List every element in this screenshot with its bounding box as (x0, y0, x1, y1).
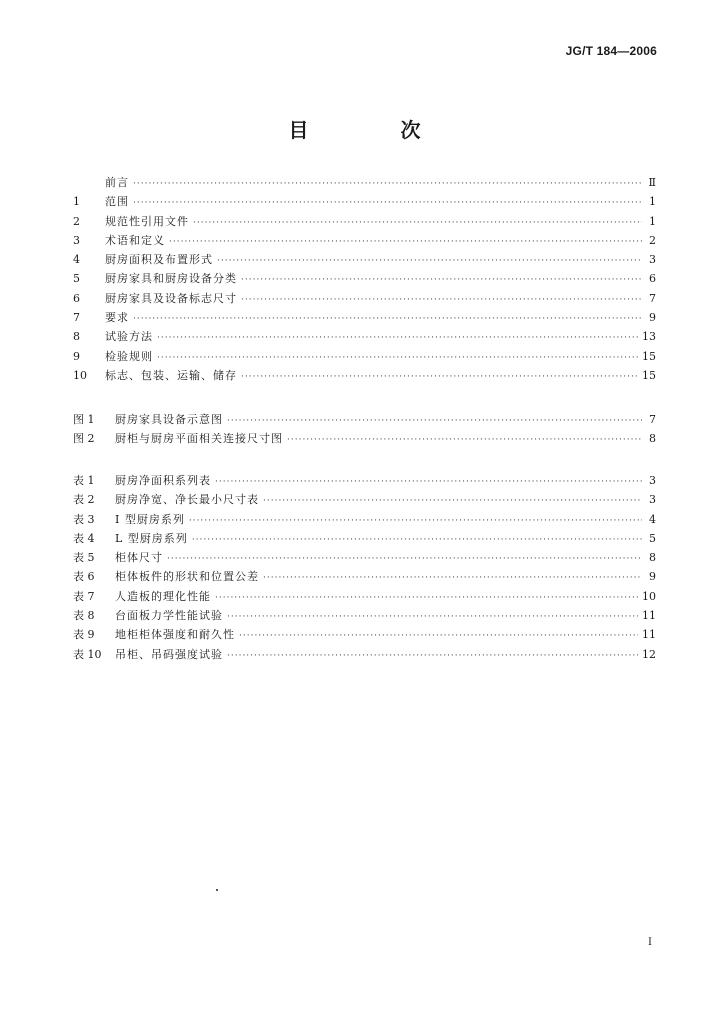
toc-dot-leader (263, 569, 642, 588)
toc-entry-title: 柜体尺寸 (115, 551, 163, 565)
toc-dot-leader (227, 412, 642, 431)
toc-entry-page: 15 (642, 349, 656, 363)
toc-entry-page: 9 (649, 311, 656, 325)
toc-entry-page: 5 (649, 531, 656, 545)
toc-entry-page: 8 (649, 551, 656, 565)
toc-dot-leader (133, 310, 642, 329)
toc-entry-title: 要求 (105, 311, 129, 325)
toc-dot-leader (189, 512, 642, 531)
toc-entry-page: 13 (642, 330, 656, 344)
toc-entry-title: 台面板力学性能试验 (115, 609, 223, 623)
toc-entry-number: 8 (73, 330, 80, 344)
toc-entry-number: 9 (73, 349, 80, 363)
toc-entry-title: 厨房家具和厨房设备分类 (105, 272, 237, 286)
toc-dot-leader (227, 647, 638, 666)
toc-dot-leader (241, 271, 642, 290)
toc-entry[interactable] (73, 410, 656, 429)
toc-entry[interactable] (73, 308, 656, 327)
toc-entry-page: 7 (649, 291, 656, 305)
toc-entry-page: 3 (649, 493, 656, 507)
toc-entry[interactable] (73, 490, 656, 509)
toc-entry-title: 试验方法 (105, 330, 153, 344)
toc-tables-list (73, 471, 656, 664)
toc-entry-page: 11 (642, 628, 656, 642)
toc-dot-leader (241, 368, 638, 387)
toc-entry-number: 表 2 (73, 493, 95, 507)
toc-entry[interactable] (73, 645, 656, 664)
toc-entry[interactable] (73, 606, 656, 625)
toc-dot-leader (239, 627, 638, 646)
scan-speck (216, 889, 218, 891)
toc-entry-title: L 型厨房系列 (115, 531, 188, 545)
toc-entry[interactable] (73, 529, 656, 548)
toc-entry-number: 表 10 (73, 647, 102, 661)
toc-entry[interactable] (73, 250, 656, 269)
toc-figures-list (73, 410, 656, 449)
toc-entry-number: 4 (73, 253, 80, 267)
toc-entry-page: 1 (649, 195, 656, 209)
toc-entry-page: 9 (649, 570, 656, 584)
toc-entry[interactable] (73, 269, 656, 288)
toc-entry-title: 吊柜、吊码强度试验 (115, 647, 223, 661)
toc-entry-number: 6 (73, 291, 80, 305)
toc-entry-title: 前言 (105, 176, 129, 189)
toc-entry[interactable] (73, 587, 656, 606)
toc-entry-page: 1 (649, 214, 656, 228)
toc-entry-title: 标志、包装、运输、储存 (105, 368, 237, 382)
toc-entry[interactable] (73, 548, 656, 567)
toc-entry-number: 表 8 (73, 609, 95, 623)
toc-dot-leader (215, 473, 642, 492)
toc-dot-leader (241, 291, 642, 310)
page-number: I (648, 937, 652, 948)
toc-entry-title: 厨房家具设备示意图 (115, 413, 223, 426)
toc-dot-leader (287, 431, 642, 450)
toc-dot-leader (263, 492, 642, 511)
toc-entry-page: 8 (649, 432, 656, 446)
toc-entry-page: 12 (642, 647, 656, 661)
toc-dot-leader (192, 531, 642, 550)
toc-entry[interactable] (73, 567, 656, 586)
page-title: 目 次 (288, 118, 457, 142)
toc-dot-leader (217, 252, 642, 271)
toc-entry-number: 3 (73, 233, 80, 247)
toc-entry-number: 表 3 (73, 512, 95, 526)
toc-entry-title: 人造板的理化性能 (115, 589, 211, 603)
toc-entry-number: 表 9 (73, 628, 95, 642)
toc-entry[interactable] (73, 212, 656, 231)
toc-entry[interactable] (73, 471, 656, 490)
toc-entry[interactable] (73, 625, 656, 644)
toc-entry-number: 图 1 (73, 413, 95, 426)
toc-entry-page: 6 (649, 272, 656, 286)
toc-entry-number: 7 (73, 311, 80, 325)
toc-entry-title: 厨房家具及设备标志尺寸 (105, 291, 237, 305)
toc-entry-number: 表 4 (73, 531, 95, 545)
toc-dot-leader (215, 589, 638, 608)
standard-code: JG/T 184—2006 (565, 44, 657, 58)
toc-entry[interactable] (73, 173, 656, 192)
toc-entry-page: 4 (649, 512, 656, 526)
toc-dot-leader (169, 233, 642, 252)
toc-entry-title: 柜体板件的形状和位置公差 (115, 570, 259, 584)
toc-entry-number: 10 (73, 368, 87, 382)
toc-entry[interactable] (73, 366, 656, 385)
toc-entry-number: 2 (73, 214, 80, 228)
toc-entry-title: 厨房面积及布置形式 (105, 253, 213, 267)
toc-entry-page: Ⅱ (648, 176, 656, 189)
toc-entry-title: I 型厨房系列 (115, 512, 185, 526)
toc-entry[interactable] (73, 289, 656, 308)
toc-entry-page: 3 (649, 253, 656, 267)
toc-entry[interactable] (73, 327, 656, 346)
toc-entry-page: 10 (642, 589, 656, 603)
toc-dot-leader (193, 214, 642, 233)
toc-entry-page: 15 (642, 368, 656, 382)
toc-entry-title: 术语和定义 (105, 233, 165, 247)
toc-entry-title: 厨房净宽、净长最小尺寸表 (115, 493, 259, 507)
toc-entry-title: 范围 (105, 195, 129, 209)
toc-entry-number: 表 6 (73, 570, 95, 584)
toc-dot-leader (157, 329, 638, 348)
toc-entry-page: 3 (649, 474, 656, 487)
toc-entry-number: 5 (73, 272, 80, 286)
toc-entry-title: 规范性引用文件 (105, 214, 189, 228)
toc-entry-page: 2 (649, 233, 656, 247)
toc-entry-number: 表 7 (73, 589, 95, 603)
toc-main-list (73, 173, 656, 385)
toc-entry[interactable] (73, 192, 656, 211)
toc-entry-number: 表 1 (73, 474, 95, 487)
toc-entry[interactable] (73, 510, 656, 529)
toc-entry-page: 7 (649, 413, 656, 426)
toc-entry-number: 图 2 (73, 432, 95, 446)
toc-entry-title: 厨房净面积系列表 (115, 474, 211, 487)
toc-entry[interactable] (73, 429, 656, 448)
toc-entry-title: 地柜柜体强度和耐久性 (115, 628, 235, 642)
toc-entry-number: 表 5 (73, 551, 95, 565)
toc-entry-number: 1 (73, 195, 80, 209)
toc-dot-leader (227, 608, 638, 627)
toc-entry-page: 11 (642, 609, 656, 623)
toc-entry-title: 检验规则 (105, 349, 153, 363)
toc-entry-title: 厨柜与厨房平面相关连接尺寸图 (115, 432, 283, 446)
toc-dot-leader (133, 194, 642, 213)
toc-entry[interactable] (73, 231, 656, 250)
toc-dot-leader (133, 175, 642, 194)
toc-entry[interactable] (73, 347, 656, 366)
